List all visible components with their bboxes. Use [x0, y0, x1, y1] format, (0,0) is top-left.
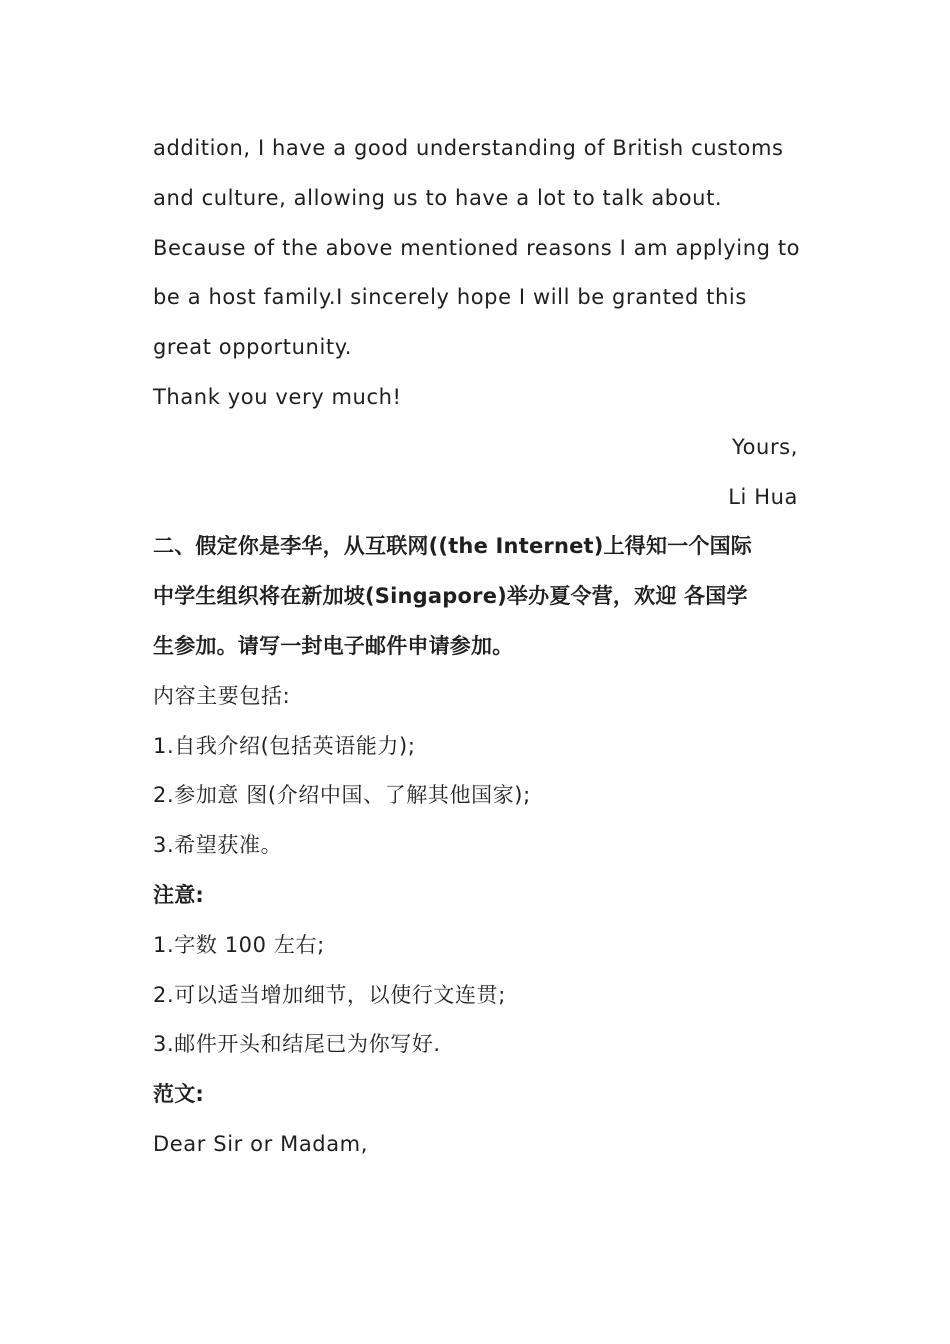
content-item: 2.参加意 图(介绍中国、了解其他国家); [153, 783, 531, 808]
task-prompt-line: 中学生组织将在新加坡(Singapore)举办夏令营，欢迎 各国学 [153, 584, 748, 609]
document-page [153, 124, 801, 1170]
letter-line: Because of the above mentioned reasons I am applying to [153, 235, 801, 260]
letter-closing: Yours, [731, 434, 798, 459]
letter-signature: Li Hua [728, 484, 798, 509]
notes-item: 1.字数 100 左右; [153, 932, 325, 957]
notes-heading: 注意: [153, 882, 204, 907]
sample-heading: 范文: [153, 1082, 204, 1107]
content-item: 3.希望获准。 [153, 833, 283, 858]
letter-line: be a host family.I sincerely hope I will be granted this [153, 285, 747, 310]
letter-line: and culture, allowing us to have a lot to talk about. [153, 185, 723, 210]
task-prompt-line: 生参加。请写一封电子邮件申请参加。 [153, 633, 514, 658]
sample-greeting: Dear Sir or Madam, [153, 1131, 369, 1156]
content-heading: 内容主要包括: [153, 683, 291, 708]
content-item: 1.自我介绍(包括英语能力); [153, 733, 416, 758]
task-prompt-line: 二、假定你是李华，从互联网((the Internet)上得知一个国际 [153, 534, 752, 559]
notes-item: 3.邮件开头和结尾已为你写好. [153, 1032, 441, 1057]
letter-line: addition, I have a good understanding of British customs [153, 136, 784, 160]
notes-item: 2.可以适当增加细节，以使行文连贯; [153, 982, 506, 1007]
letter-line: Thank you very much! [153, 384, 402, 409]
letter-line: great opportunity. [153, 335, 353, 360]
